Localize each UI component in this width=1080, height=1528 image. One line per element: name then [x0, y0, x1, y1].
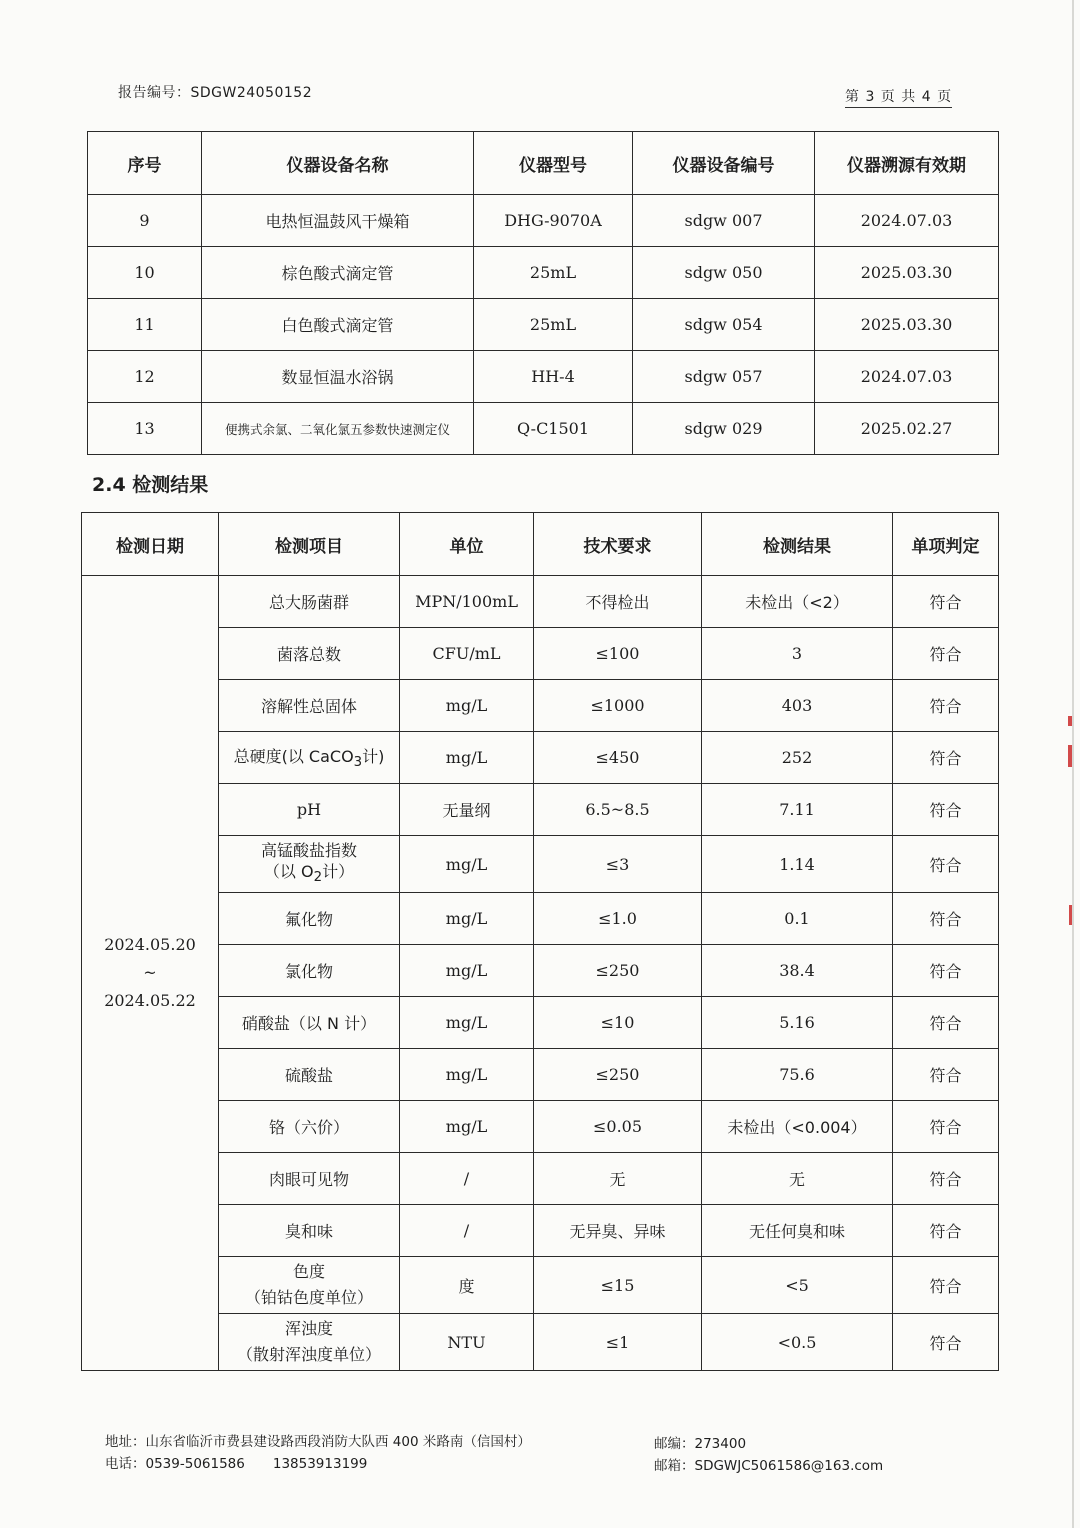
item-subscript: 3: [353, 755, 363, 771]
unit-cell: 无量纲: [400, 784, 534, 836]
item-text-tail: 计): [362, 747, 385, 767]
section-title: 2.4 检测结果: [92, 474, 209, 496]
seal-edge-mark: [1068, 745, 1072, 767]
table-row: [82, 1257, 999, 1314]
result-cell: 5.16: [702, 997, 893, 1049]
validity-cell: 2024.07.03: [815, 351, 999, 403]
seq-cell: 10: [88, 247, 202, 299]
equipment-name-cell: 便携式余氯、二氧化氯五参数快速测定仪: [202, 403, 474, 455]
requirement-cell: ≤100: [534, 628, 702, 680]
judgement-cell: 符合: [893, 997, 999, 1049]
judgement-cell: 符合: [893, 1205, 999, 1257]
header-cell: 序号: [88, 132, 202, 195]
requirement-cell: 无: [534, 1153, 702, 1205]
equipment-id-cell: sdgw 029: [633, 403, 815, 455]
judgement-cell: 符合: [893, 1153, 999, 1205]
requirement-cell: ≤1000: [534, 680, 702, 732]
judgement-cell: 符合: [893, 1101, 999, 1153]
header-cell: 检测结果: [702, 513, 893, 576]
item-cell: 菌落总数: [219, 628, 400, 680]
table-row: [82, 680, 999, 732]
judgement-cell: 符合: [893, 836, 999, 893]
result-cell: 403: [702, 680, 893, 732]
requirement-cell: ≤3: [534, 836, 702, 893]
header-cell: 检测项目: [219, 513, 400, 576]
unit-cell: /: [400, 1205, 534, 1257]
validity-cell: 2025.03.30: [815, 247, 999, 299]
table-row: [82, 1153, 999, 1205]
model-cell: HH-4: [474, 351, 633, 403]
results-table: [81, 512, 999, 1371]
item-cell: 总大肠菌群: [219, 576, 400, 628]
judgement-cell: 符合: [893, 1049, 999, 1101]
requirement-cell: ≤250: [534, 1049, 702, 1101]
unit-cell: mg/L: [400, 945, 534, 997]
result-cell: 7.11: [702, 784, 893, 836]
equipment-name-cell: 白色酸式滴定管: [202, 299, 474, 351]
requirement-cell: ≤250: [534, 945, 702, 997]
footer-zip: 邮编：273400: [654, 1436, 747, 1452]
judgement-cell: 符合: [893, 628, 999, 680]
table-row: [82, 836, 999, 893]
header-cell: 仪器设备名称: [202, 132, 474, 195]
header-cell: 单项判定: [893, 513, 999, 576]
model-cell: 25mL: [474, 299, 633, 351]
equipment-id-cell: sdgw 007: [633, 195, 815, 247]
item-line1: 浑浊度: [284, 1319, 333, 1338]
equipment-id-cell: sdgw 054: [633, 299, 815, 351]
table-row: [88, 299, 999, 351]
equipment-id-cell: sdgw 050: [633, 247, 815, 299]
requirement-cell: ≤1.0: [534, 893, 702, 945]
seal-edge-mark: [1069, 905, 1072, 925]
item-text: 总硬度(以 CaCO: [233, 747, 354, 767]
requirement-cell: ≤10: [534, 997, 702, 1049]
result-cell: <0.5: [702, 1314, 893, 1371]
table-row: [82, 1205, 999, 1257]
equipment-header-row: [88, 132, 999, 195]
seq-cell: 11: [88, 299, 202, 351]
model-cell: 25mL: [474, 247, 633, 299]
unit-cell: CFU/mL: [400, 628, 534, 680]
item-cell: [219, 1314, 400, 1371]
unit-cell: MPN/100mL: [400, 576, 534, 628]
judgement-cell: 符合: [893, 576, 999, 628]
unit-cell: mg/L: [400, 1101, 534, 1153]
equipment-table: [87, 131, 999, 455]
unit-cell: mg/L: [400, 680, 534, 732]
equipment-name-cell: 数显恒温水浴锅: [202, 351, 474, 403]
table-row: [82, 997, 999, 1049]
table-row: [82, 576, 999, 628]
item-cell: 硫酸盐: [219, 1049, 400, 1101]
item-cell: [219, 732, 400, 784]
table-row: [82, 945, 999, 997]
unit-cell: mg/L: [400, 893, 534, 945]
seq-cell: 13: [88, 403, 202, 455]
table-row: [82, 1101, 999, 1153]
judgement-cell: 符合: [893, 1314, 999, 1371]
item-cell: 硝酸盐（以 N 计）: [219, 997, 400, 1049]
header-cell: 单位: [400, 513, 534, 576]
item-cell: 臭和味: [219, 1205, 400, 1257]
requirement-cell: 不得检出: [534, 576, 702, 628]
date-start: 2024.05.20: [104, 935, 196, 954]
phone-number: 电话：0539-5061586: [105, 1456, 245, 1472]
footer-email: 邮箱：SDGWJC5061586@163.com: [654, 1458, 884, 1474]
validity-cell: 2024.07.03: [815, 195, 999, 247]
item-line2: （散射浑浊度单位）: [236, 1345, 381, 1364]
page-indicator: 第 3 页 共 4 页: [845, 86, 952, 108]
header-cell: 仪器设备编号: [633, 132, 815, 195]
item-cell: [219, 1257, 400, 1314]
table-row: [82, 732, 999, 784]
result-cell: 无: [702, 1153, 893, 1205]
mobile-number: 13853913199: [272, 1456, 368, 1472]
result-cell: <5: [702, 1257, 893, 1314]
seal-edge-mark: [1068, 716, 1072, 726]
result-cell: 无任何臭和味: [702, 1205, 893, 1257]
header-cell: 技术要求: [534, 513, 702, 576]
date-separator: ~: [143, 963, 157, 982]
result-cell: 0.1: [702, 893, 893, 945]
item-cell: 氯化物: [219, 945, 400, 997]
item-text-tail: 计）: [322, 861, 355, 881]
footer-address: 地址：山东省临沂市费县建设路西段消防大队西 400 米路南（信国村）: [105, 1434, 531, 1450]
unit-cell: 度: [400, 1257, 534, 1314]
validity-cell: 2025.02.27: [815, 403, 999, 455]
equipment-id-cell: sdgw 057: [633, 351, 815, 403]
model-cell: Q-C1501: [474, 403, 633, 455]
result-cell: 38.4: [702, 945, 893, 997]
seq-cell: 12: [88, 351, 202, 403]
seq-cell: 9: [88, 195, 202, 247]
item-line2: （铂钴色度单位）: [244, 1288, 373, 1307]
judgement-cell: 符合: [893, 732, 999, 784]
unit-cell: mg/L: [400, 836, 534, 893]
requirement-cell: 6.5~8.5: [534, 784, 702, 836]
unit-cell: /: [400, 1153, 534, 1205]
table-row: [82, 628, 999, 680]
test-date-cell: [82, 576, 219, 1371]
judgement-cell: 符合: [893, 680, 999, 732]
result-cell: 未检出（<2）: [702, 576, 893, 628]
item-cell: 氟化物: [219, 893, 400, 945]
item-cell: 肉眼可见物: [219, 1153, 400, 1205]
item-cell: 溶解性总固体: [219, 680, 400, 732]
result-cell: 1.14: [702, 836, 893, 893]
judgement-cell: 符合: [893, 893, 999, 945]
validity-cell: 2025.03.30: [815, 299, 999, 351]
header-cell: 仪器溯源有效期: [815, 132, 999, 195]
judgement-cell: 符合: [893, 945, 999, 997]
equipment-name-cell: 棕色酸式滴定管: [202, 247, 474, 299]
result-cell: 3: [702, 628, 893, 680]
judgement-cell: 符合: [893, 784, 999, 836]
requirement-cell: ≤1: [534, 1314, 702, 1371]
unit-cell: NTU: [400, 1314, 534, 1371]
result-cell: 252: [702, 732, 893, 784]
header-cell: 仪器型号: [474, 132, 633, 195]
unit-cell: mg/L: [400, 1049, 534, 1101]
result-cell: 75.6: [702, 1049, 893, 1101]
unit-cell: mg/L: [400, 997, 534, 1049]
result-cell: 未检出（<0.004）: [702, 1101, 893, 1153]
header-cell: 检测日期: [82, 513, 219, 576]
table-row: [82, 1049, 999, 1101]
results-header-row: [82, 513, 999, 576]
table-row: [88, 247, 999, 299]
item-cell: pH: [219, 784, 400, 836]
equipment-name-cell: 电热恒温鼓风干燥箱: [202, 195, 474, 247]
model-cell: DHG-9070A: [474, 195, 633, 247]
table-row: [88, 195, 999, 247]
item-cell: 铬（六价）: [219, 1101, 400, 1153]
paper-edge: [1072, 0, 1074, 1528]
table-row: [82, 784, 999, 836]
date-end: 2024.05.22: [104, 991, 196, 1010]
item-subscript: 2: [313, 870, 323, 886]
item-text: （以 O: [263, 861, 314, 881]
requirement-cell: 无异臭、异味: [534, 1205, 702, 1257]
item-cell: [219, 836, 400, 893]
table-row: [88, 403, 999, 455]
judgement-cell: 符合: [893, 1257, 999, 1314]
report-number: 报告编号：SDGW24050152: [118, 85, 313, 101]
requirement-cell: ≤0.05: [534, 1101, 702, 1153]
table-row: [88, 351, 999, 403]
table-row: [82, 893, 999, 945]
table-row: [82, 1314, 999, 1371]
unit-cell: mg/L: [400, 732, 534, 784]
item-line1: 色度: [292, 1262, 325, 1281]
requirement-cell: ≤450: [534, 732, 702, 784]
item-line2: [219, 861, 399, 888]
requirement-cell: ≤15: [534, 1257, 702, 1314]
item-line1: 高锰酸盐指数: [260, 840, 357, 860]
footer-phone: [105, 1452, 367, 1472]
